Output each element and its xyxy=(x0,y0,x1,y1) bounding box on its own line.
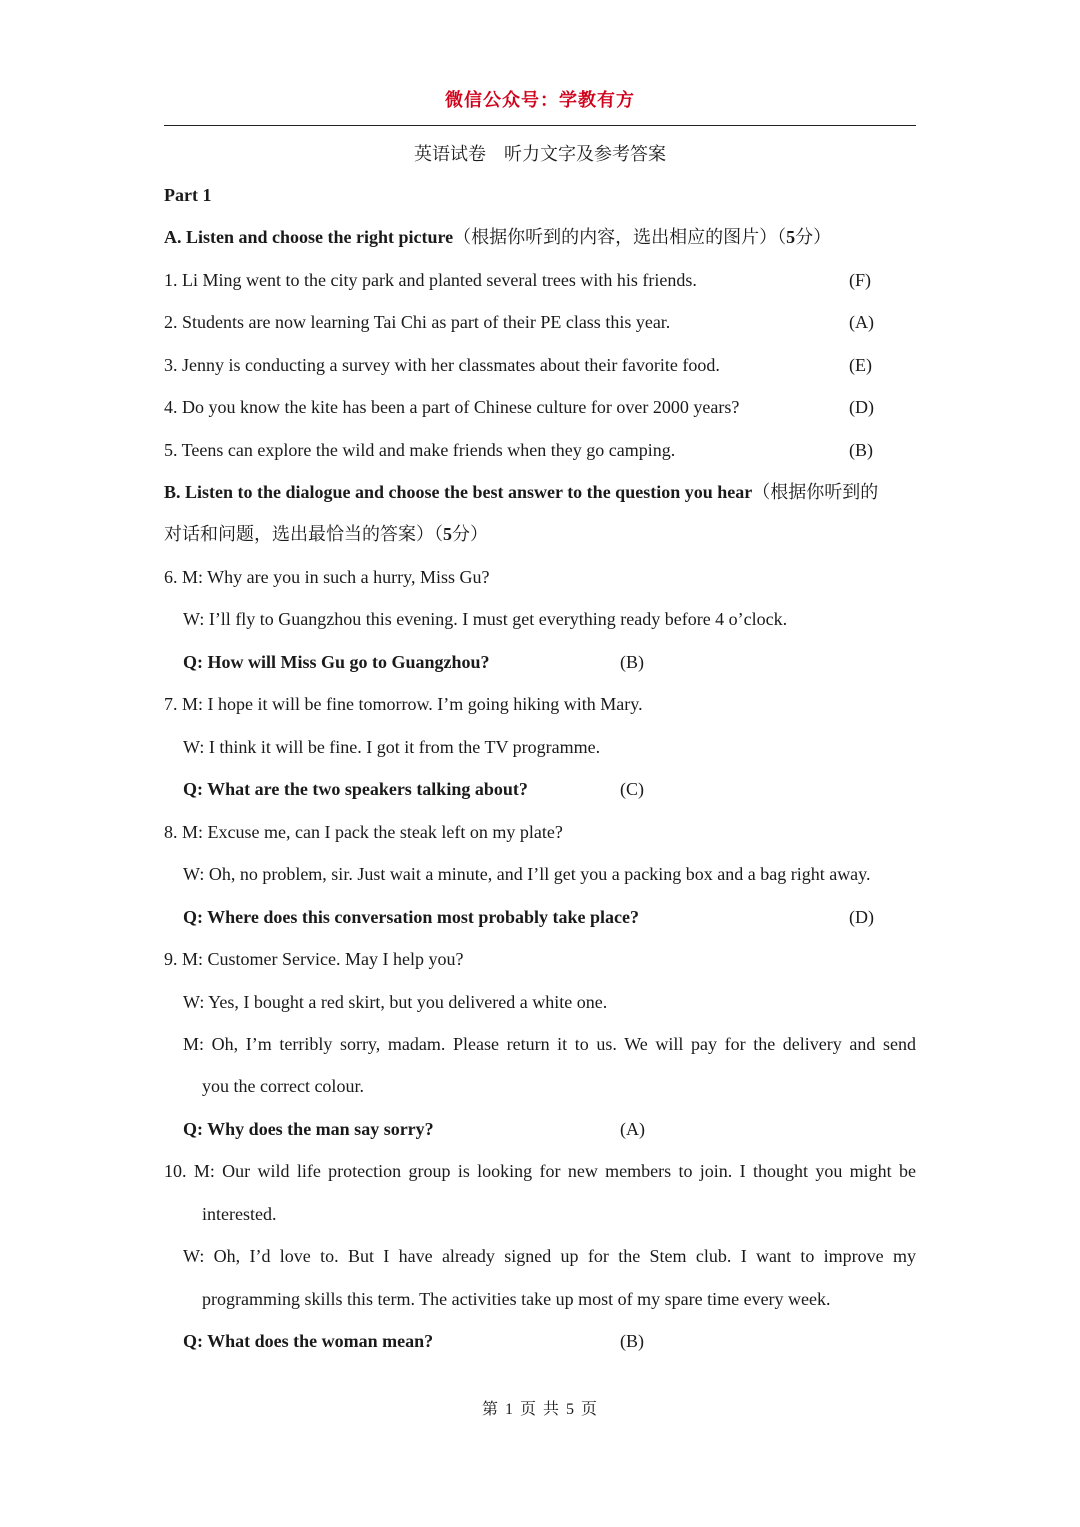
section-a-heading xyxy=(164,225,831,249)
list-item: 4. Do you know the kite has been a part of Chinese culture for over 2000 years? xyxy=(164,397,740,417)
list-item: 2. Students are now learning Tai Chi as part of their PE class this year. xyxy=(164,312,671,332)
footer-page-number: 1 xyxy=(504,1401,514,1418)
dialogue-line: 6. M: Why are you in such a hurry, Miss Gu? xyxy=(164,567,490,587)
answer: (A) xyxy=(849,312,874,332)
section-b-heading-en: B. Listen to the dialogue and choose the best answer to the question you hear xyxy=(164,482,753,502)
dialogue-line: W: Yes, I bought a red skirt, but you delivered a white one. xyxy=(183,992,608,1012)
header-brand: 微信公众号：学教有方 xyxy=(445,90,635,110)
question: Q: How will Miss Gu go to Guangzhou? xyxy=(183,652,490,672)
section-a-score: 5 xyxy=(786,227,796,247)
answer: (A) xyxy=(620,1119,645,1139)
list-item: 3. Jenny is conducting a survey with her classmates about their favorite food. xyxy=(164,355,720,375)
section-b-heading-cont xyxy=(164,522,488,546)
title-left: 英语试卷 xyxy=(414,144,486,164)
title-right: 听力文字及参考答案 xyxy=(504,144,666,164)
answer: (B) xyxy=(620,1331,644,1351)
dialogue-line: 8. M: Excuse me, can I pack the steak left on my plate? xyxy=(164,822,563,842)
page-footer xyxy=(0,1396,1080,1419)
section-b-heading-cn-2: 对话和问题，选出最恰当的答案）（ xyxy=(164,524,443,544)
section-a-heading-cn-post: 分） xyxy=(795,227,832,247)
dialogue-line: 7. M: I hope it will be fine tomorrow. I’m going hiking with Mary. xyxy=(164,694,643,714)
question: Q: Why does the man say sorry? xyxy=(183,1119,434,1139)
dialogue-line-cont: programming skills this term. The activities take up most of my spare time every week. xyxy=(202,1289,831,1309)
page-title xyxy=(0,140,1080,166)
answer: (B) xyxy=(620,652,644,672)
footer-mid2: 共 xyxy=(543,1401,561,1418)
dialogue-line: 10. M: Our wild life protection group is looking for new members to join. I thought you might be xyxy=(164,1161,916,1181)
question: Q: Where does this conversation most probably take place? xyxy=(183,907,640,927)
dialogue-line: 9. M: Customer Service. May I help you? xyxy=(164,949,464,969)
section-a-heading-cn: （根据你听到的内容，选出相应的图片）（ xyxy=(453,227,787,247)
dialogue-line: W: I think it will be fine. I got it from the TV programme. xyxy=(183,737,601,757)
dialogue-line: W: Oh, I’d love to. But I have already signed up for the Stem club. I want to improve my xyxy=(183,1246,916,1266)
header-divider xyxy=(164,125,916,126)
section-b-heading-cn: （根据你听到的 xyxy=(752,482,879,502)
footer-post: 页 xyxy=(581,1401,599,1418)
footer-mid1: 页 xyxy=(519,1401,537,1418)
question: Q: What does the woman mean? xyxy=(183,1331,434,1351)
answer: (E) xyxy=(849,355,872,375)
dialogue-line: M: Oh, I’m terribly sorry, madam. Please return it to us. We will pay for the delivery and send xyxy=(183,1034,916,1054)
answer: (C) xyxy=(620,779,644,799)
dialogue-line: W: I’ll fly to Guangzhou this evening. I must get everything ready before 4 o’clock. xyxy=(183,609,788,629)
footer-pre: 第 xyxy=(481,1401,499,1418)
answer: (F) xyxy=(849,270,871,290)
part-heading: Part 1 xyxy=(164,185,212,205)
answer: (D) xyxy=(849,397,874,417)
list-item: 5. Teens can explore the wild and make friends when they go camping. xyxy=(164,440,676,460)
section-b-score: 5 xyxy=(443,524,452,544)
answer: (D) xyxy=(849,907,874,927)
dialogue-line-cont: interested. xyxy=(202,1204,277,1224)
question: Q: What are the two speakers talking about? xyxy=(183,779,528,799)
dialogue-line: W: Oh, no problem, sir. Just wait a minute, and I’ll get you a packing box and a bag right away. xyxy=(183,864,871,884)
answer: (B) xyxy=(849,440,873,460)
section-b-heading-cn-post: 分） xyxy=(452,524,488,544)
footer-total-pages: 5 xyxy=(566,1401,576,1418)
list-item: 1. Li Ming went to the city park and planted several trees with his friends. xyxy=(164,270,697,290)
dialogue-line-cont: you the correct colour. xyxy=(202,1076,364,1096)
section-b-heading xyxy=(164,480,878,504)
section-a-heading-en: A. Listen and choose the right picture xyxy=(164,227,454,247)
